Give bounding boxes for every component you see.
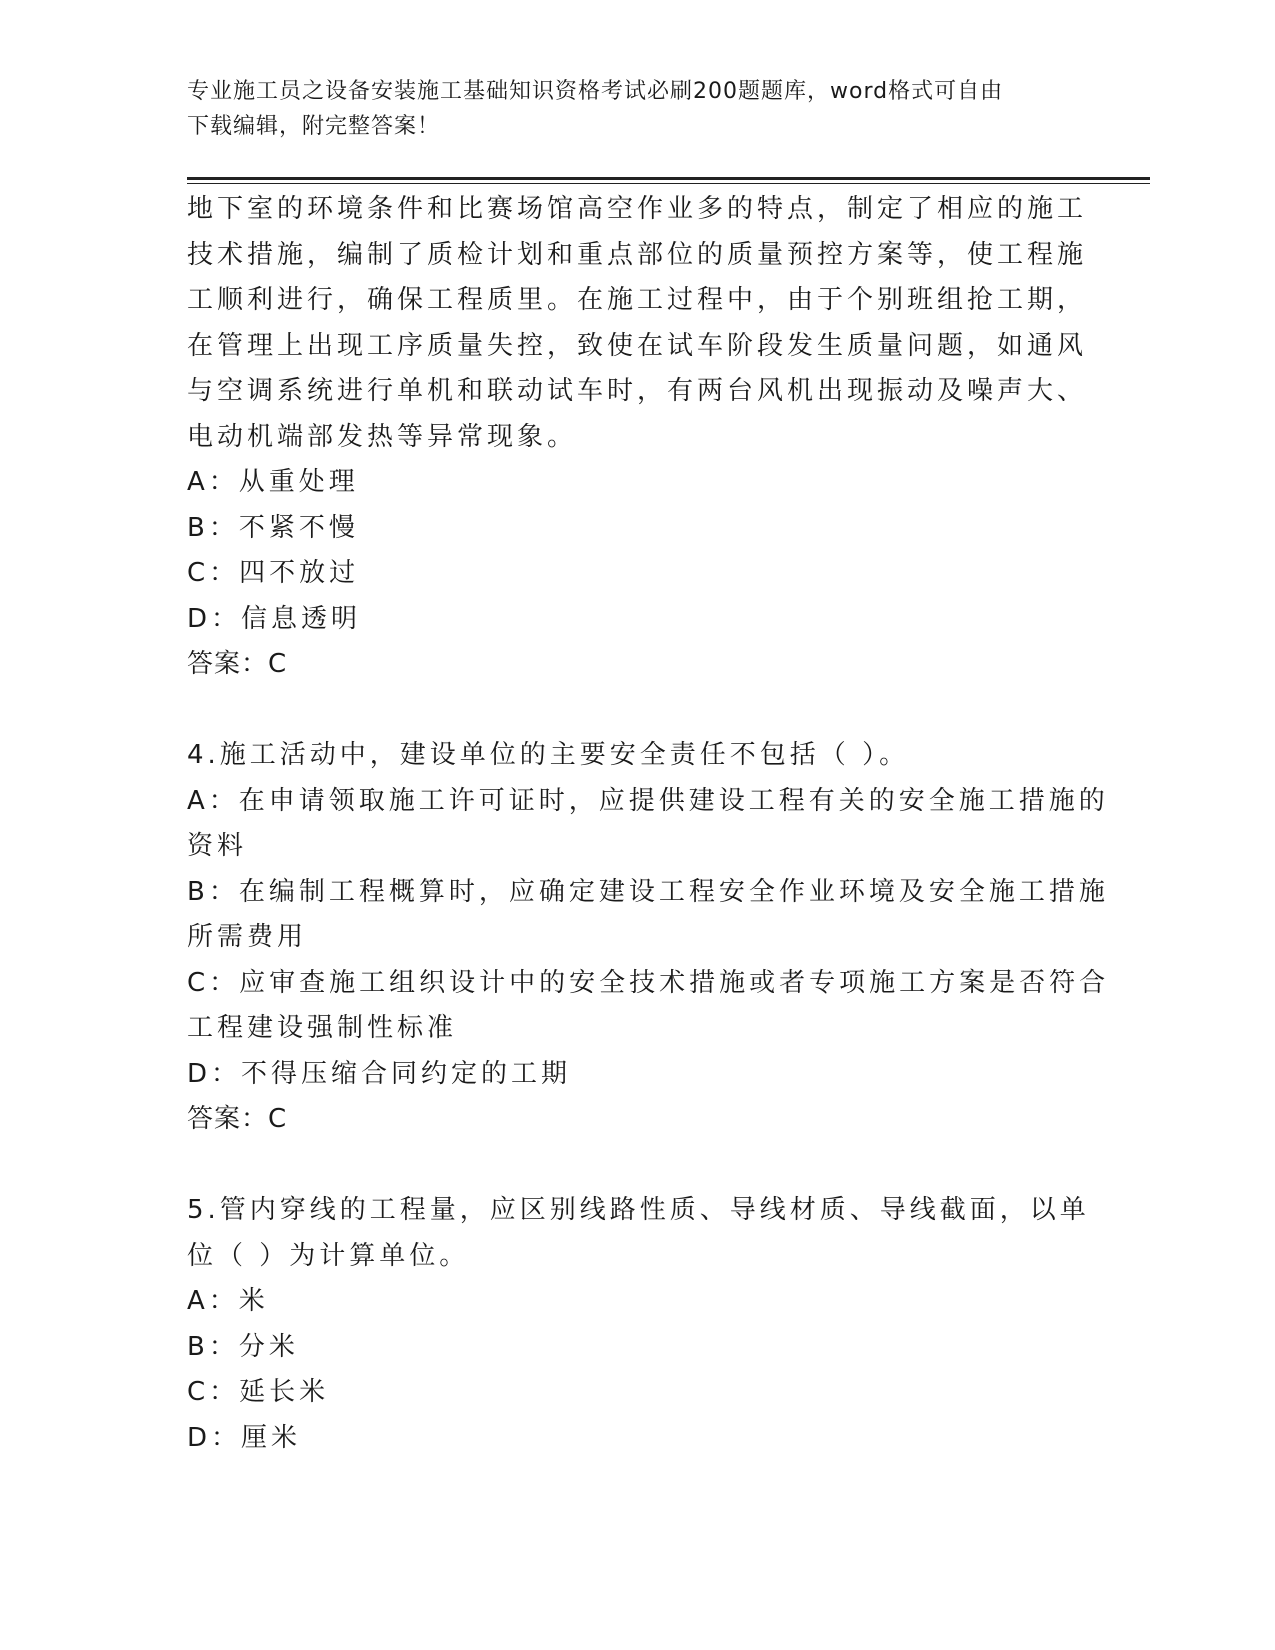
option-d: D：厘米 — [187, 1422, 302, 1453]
passage — [187, 187, 1088, 460]
option-d: D：信息透明 — [187, 603, 362, 634]
option-a: A：米 — [187, 1286, 269, 1316]
spacer — [187, 1143, 1077, 1189]
option-a-continued: 资料 — [187, 831, 248, 861]
passage-line: 与空调系统进行单机和联动试车时，有两台风机出现振动及噪声大、 — [187, 376, 1088, 406]
passage-line: 在管理上出现工序质量失控，致使在试车阶段发生质量问题，如通风 — [187, 330, 1088, 361]
option-c: C：延长米 — [187, 1377, 330, 1407]
q4-answer: 答案：C — [187, 1104, 288, 1134]
option-a: A：在申请领取施工许可证时，应提供建设工程有关的安全施工措施的 — [187, 785, 1109, 816]
option-b: B：不紧不慢 — [187, 512, 359, 543]
question-content — [187, 187, 1110, 1461]
passage-line: 技术措施，编制了质检计划和重点部位的质量预控方案等，使工程施 — [187, 239, 1088, 270]
q4-question: 4.施工活动中，建设单位的主要安全责任不包括（ ）。 — [187, 740, 910, 770]
option-b: B：在编制工程概算时，应确定建设工程安全作业环境及安全施工措施 — [187, 876, 1109, 907]
document-header — [187, 74, 1067, 144]
question-4 — [187, 733, 1110, 1143]
q5-question: 5.管内穿线的工程量，应区别线路性质、导线材质、导线截面，以单 — [187, 1195, 1090, 1225]
option-b-continued: 所需费用 — [187, 922, 308, 952]
option-a: A：从重处理 — [187, 467, 359, 497]
header-divider-thin — [187, 183, 1150, 184]
passage-line: 电动机端部发热等异常现象。 — [187, 421, 578, 452]
option-c: C：四不放过 — [187, 558, 360, 588]
header-line-1: 专业施工员之设备安装施工基础知识资格考试必刷200题题库，word格式可自由 — [187, 79, 1004, 104]
header-divider-thick — [187, 177, 1150, 180]
option-c: C：应审查施工组织设计中的安全技术措施或者专项施工方案是否符合 — [187, 967, 1110, 998]
passage-line: 工顺利进行，确保工程质里。在施工过程中，由于个别班组抢工期， — [187, 285, 1088, 315]
question-5 — [187, 1188, 1090, 1461]
option-c-continued: 工程建设强制性标准 — [187, 1013, 458, 1043]
option-b: B：分米 — [187, 1331, 299, 1362]
passage-line: 地下室的环境条件和比赛场馆高空作业多的特点，制定了相应的施工 — [187, 194, 1088, 224]
header-line-2: 下载编辑，附完整答案！ — [187, 114, 441, 139]
option-d: D：不得压缩合同约定的工期 — [187, 1058, 572, 1089]
spacer — [187, 688, 1077, 734]
q5-question-continued: 位（ ）为计算单位。 — [187, 1240, 470, 1271]
q3-answer: 答案：C — [187, 649, 288, 679]
q3-options — [187, 460, 1077, 642]
